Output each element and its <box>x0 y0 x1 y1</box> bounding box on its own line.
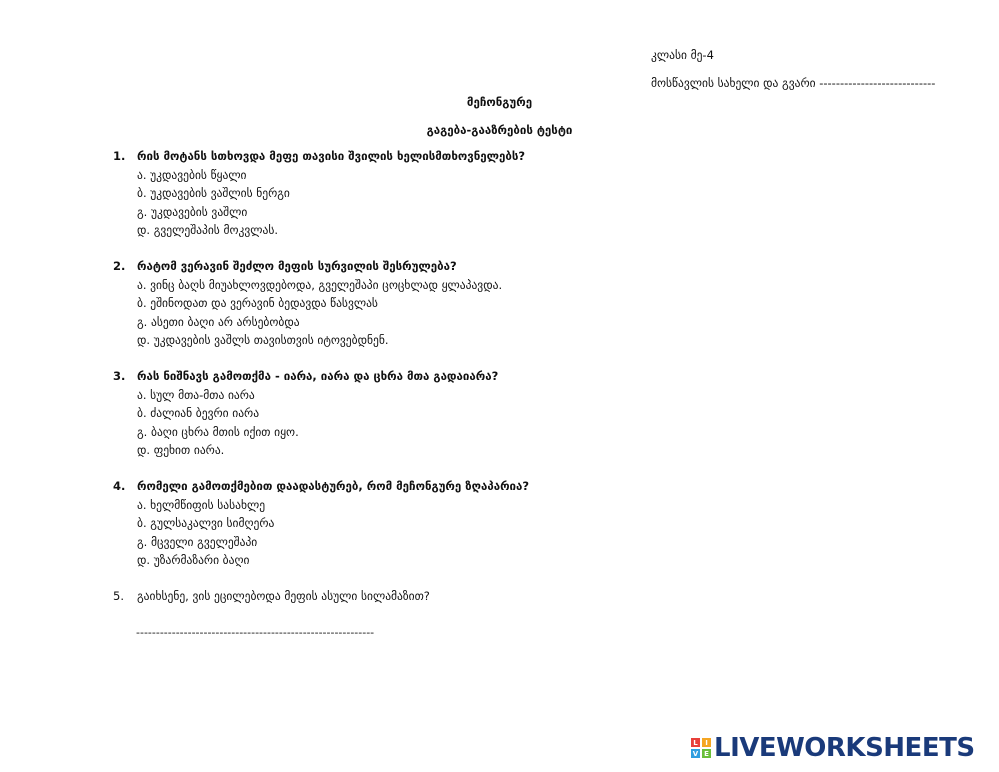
question-5 <box>113 587 653 606</box>
question-text: რის მოტანს სთხოვდა მეფე თავისი შვილის ხელისმთხოვნელებს? <box>137 149 526 164</box>
answer-option-c[interactable]: გ. ბაღი ცხრა მთის იქით იყო. <box>137 424 299 439</box>
question-3 <box>113 367 653 460</box>
worksheet-title: მეჩონგურე <box>466 95 533 109</box>
answer-option-d[interactable]: დ. გველეშაპის მოკვლას. <box>137 223 279 237</box>
logo-letter-v: V <box>692 749 699 758</box>
answer-option-c[interactable]: გ. უკდავების ვაშლი <box>137 204 248 219</box>
student-name-field[interactable]: მოსწავლის სახელი და გვარი ---------------------------- <box>651 76 936 90</box>
answer-input-line[interactable]: ------------------------------------------------------------ <box>136 626 375 639</box>
answer-option-a[interactable]: ა. უკდავების წყალი <box>137 167 247 182</box>
answer-option-d[interactable]: დ. უკდავების ვაშლს თავისთვის იტოვებდნენ. <box>137 333 389 347</box>
question-4 <box>113 477 653 570</box>
logo-letter-l: L <box>691 738 700 747</box>
answer-option-a[interactable]: ა. ვინც ბაღს მიუახლოვდებოდა, გველეშაპი ცოცხლად ყლაპავდა. <box>137 277 503 292</box>
answer-option-d[interactable]: დ. ფეხით იარა. <box>137 443 225 457</box>
logo-letter-i: I <box>702 738 711 747</box>
answer-option-b[interactable]: ბ. უკდავების ვაშლის ნერგი <box>137 186 290 200</box>
question-text: გაიხსენე, ვის ეცილებოდა მეფის ასული სილამაზით? <box>137 589 430 604</box>
logo-wordmark: LIVEWORKSHEETS <box>714 733 975 763</box>
worksheet-subtitle: გაგება-გააზრების ტესტი <box>426 123 573 137</box>
liveworksheets-logo <box>691 733 975 763</box>
logo-letter-e: E <box>702 749 711 758</box>
answer-option-b[interactable]: ბ. გულსაკალვი სიმღერა <box>137 516 275 530</box>
answer-option-c[interactable]: გ. ასეთი ბაღი არ არსებობდა <box>137 314 300 329</box>
question-text: რას ნიშნავს გამოთქმა - იარა, იარა და ცხრა მთა გადაიარა? <box>137 369 499 384</box>
question-text: რომელი გამოთქმებით დაადასტურებ, რომ მეჩონგურე ზღაპარია? <box>137 479 530 494</box>
answer-option-b[interactable]: ბ. ეშინოდათ და ვერავინ ბედავდა წასვლას <box>137 296 378 310</box>
question-number: 4. <box>113 479 126 494</box>
question-1 <box>113 147 653 240</box>
question-number: 3. <box>113 369 126 384</box>
answer-option-a[interactable]: ა. სულ მთა-მთა იარა <box>137 387 255 402</box>
question-2 <box>113 257 653 350</box>
answer-option-d[interactable]: დ. უზარმაზარი ბაღი <box>137 553 250 567</box>
question-number: 5. <box>113 589 124 604</box>
question-number: 1. <box>113 149 126 164</box>
answer-option-a[interactable]: ა. ხელმწიფის სასახლე <box>137 497 266 512</box>
logo-grid-icon <box>691 738 711 758</box>
question-text: რატომ ვერავინ შეძლო მეფის სურვილის შესრულება? <box>137 259 457 274</box>
answer-option-c[interactable]: გ. მცველი გველეშაპი <box>137 534 258 549</box>
question-number: 2. <box>113 259 126 274</box>
answer-option-b[interactable]: ბ. ძალიან ბევრი იარა <box>137 406 260 420</box>
class-label: კლასი მე-4 <box>651 48 714 62</box>
